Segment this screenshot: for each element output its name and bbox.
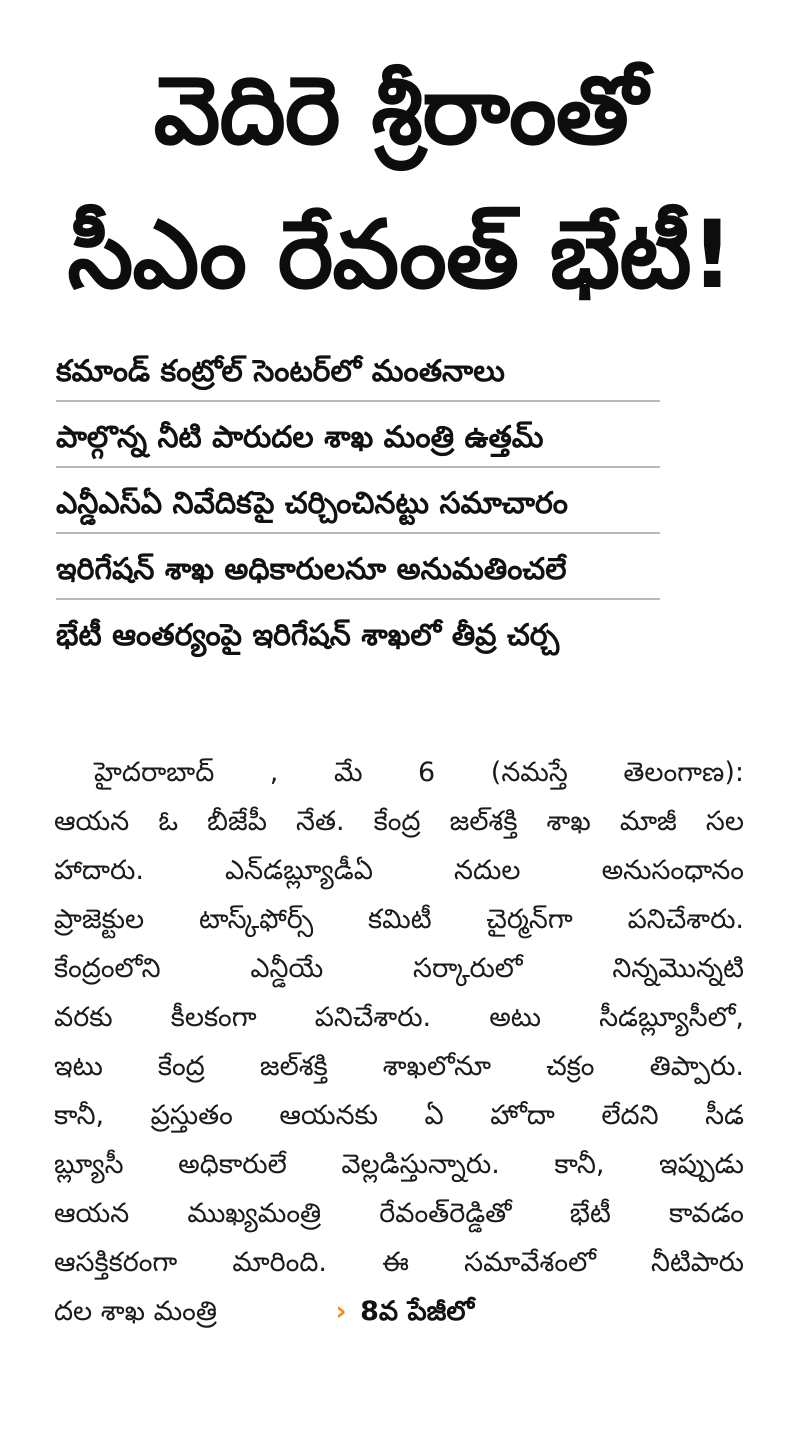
- chevron-right-icon: ›: [335, 1296, 347, 1327]
- body-line: ఆసక్తికరంగా మారింది. ఈ సమావేశంలో నీటిపారు: [54, 1247, 744, 1278]
- body-line: హాదారు. ఎన్‌డబ్ల్యూడీఏ నదుల అనుసంధానం: [54, 855, 744, 886]
- body-line: ప్రాజెక్టుల టాస్క్‌ఫోర్స్ కమిటీ చైర్మన్‌గా పనిచేశారు.: [54, 904, 744, 935]
- body-line: ఇటు కేంద్ర జల్‌శక్తి శాఖలోనూ చక్రం తిప్పారు.: [54, 1051, 744, 1082]
- body-line: కేంద్రంలోని ఎన్డీయే సర్కారులో నిన్నమొన్నటి: [54, 953, 744, 984]
- headline-line-1: వెదిరె శ్రీరాంతో: [153, 57, 647, 166]
- body-line: వరకు కీలకంగా పనిచేశారు. అటు సీడబ్ల్యూసీలో,: [54, 1002, 744, 1033]
- deck-line: భేటీ ఆంతర్యంపై ఇరిగేషన్ శాఖలో తీవ్ర చర్చ: [56, 618, 560, 653]
- article-body: [54, 748, 744, 1336]
- body-line: ఆయన ముఖ్యమంత్రి రేవంత్‌రెడ్డితో భేటీ కావడం: [54, 1198, 744, 1229]
- deck-line: పాల్గొన్న నీటి పారుదల శాఖ మంత్రి ఉత్తమ్: [56, 412, 660, 468]
- body-line-text: దల శాఖ మంత్రి: [54, 1296, 217, 1327]
- deck-line: ఎన్డీఎస్‌ఏ నివేదికపై చర్చించినట్టు సమాచారం: [56, 478, 660, 534]
- body-line: ఆయన ఓ బీజేపీ నేత. కేంద్ర జల్‌శక్తి శాఖ మాజీ సల: [54, 806, 744, 837]
- body-line-final: [54, 1287, 744, 1336]
- continued-on-page-link[interactable]: [336, 1287, 475, 1336]
- body-line: బ్ల్యూసీ అధికారులే వెల్లడిస్తున్నారు. కానీ, ఇప్పుడు: [54, 1149, 744, 1180]
- deck-list: [56, 346, 660, 676]
- continued-on-page-label: 8వ పేజీలో: [360, 1296, 475, 1327]
- deck-line: కమాండ్ కంట్రోల్ సెంటర్‌లో మంతనాలు: [56, 346, 660, 402]
- deck-line: ఇరిగేషన్ శాఖ అధికారులనూ అనుమతించలే: [56, 544, 660, 600]
- body-line: కానీ, ప్రస్తుతం ఆయనకు ఏ హోదా లేదని సీడ: [54, 1100, 744, 1131]
- headline-line-2: సీఎం రేవంత్ భేటీ!: [67, 201, 733, 310]
- body-line: హైదరాబాద్ , మే 6 (నమస్తే తెలంగాణ):: [94, 757, 744, 788]
